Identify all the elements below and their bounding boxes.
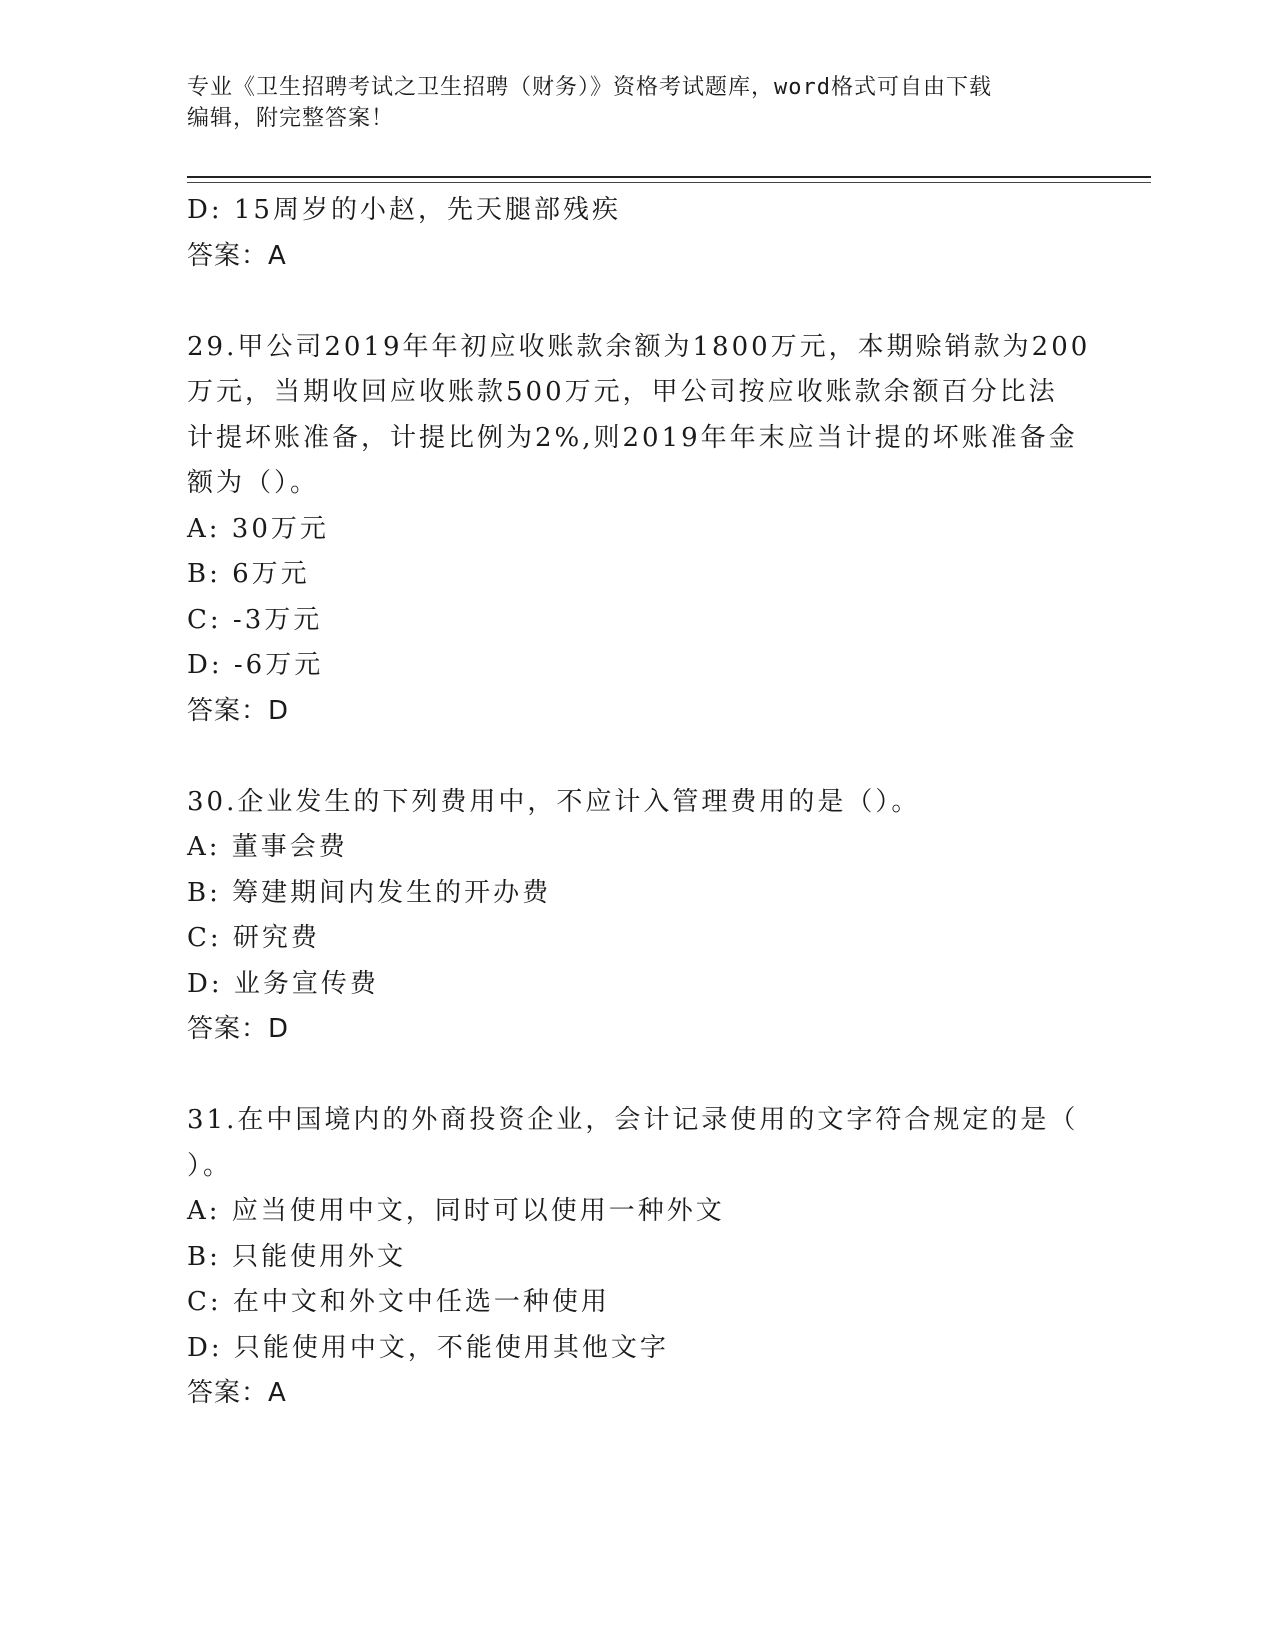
option-d: D: 业务宣传费	[187, 968, 379, 999]
spacer	[187, 279, 1067, 325]
document-body	[187, 188, 1091, 1417]
question-stem-line: 29.甲公司2019年年初应收账款余额为1800万元，本期赊销款为200	[187, 331, 1091, 362]
option-c: C: 在中文和外文中任选一种使用	[187, 1287, 610, 1317]
header-line-2: 编辑，附完整答案！	[187, 106, 395, 131]
header-divider-thin	[187, 182, 1151, 183]
question-31	[187, 1098, 1079, 1417]
spacer	[187, 734, 1067, 780]
question-stem-line: 万元，当期收回应收账款500万元，甲公司按应收账款余额百分比法	[187, 377, 1058, 407]
question-stem-line: 30.企业发生的下列费用中，不应计入管理费用的是（）。	[187, 786, 921, 817]
answer: 答案：A	[187, 1378, 287, 1408]
question-29	[187, 325, 1091, 735]
question-stem-line: 额为（）。	[187, 468, 320, 498]
answer: 答案：D	[187, 1014, 290, 1044]
spacer	[187, 1053, 1067, 1099]
question-30	[187, 780, 1067, 1053]
option-b: B: 筹建期间内发生的开办费	[187, 877, 552, 908]
option-a: A: 应当使用中文，同时可以使用一种外文	[187, 1196, 725, 1226]
option-d: D: 只能使用中文，不能使用其他文字	[187, 1332, 669, 1363]
option-b: B: 只能使用外文	[187, 1241, 407, 1272]
option-d: D: 15周岁的小赵，先天腿部残疾	[187, 195, 621, 225]
option-a: A: 董事会费	[187, 832, 348, 862]
page-header	[187, 72, 1067, 134]
option-c: C: -3万元	[187, 604, 323, 635]
option-c: C: 研究费	[187, 923, 320, 953]
answer: 答案：D	[187, 695, 290, 726]
header-line-1: 专业《卫生招聘考试之卫生招聘（财务）》资格考试题库，word格式可自由下载	[187, 75, 992, 100]
question-stem-line: 31.在中国境内的外商投资企业，会计记录使用的文字符合规定的是（	[187, 1105, 1079, 1135]
option-d: D: -6万元	[187, 650, 324, 680]
option-a: A: 30万元	[187, 513, 329, 544]
question-stem-line: 计提坏账准备，计提比例为2%,则2019年年末应当计提的坏账准备金	[187, 422, 1078, 453]
answer: 答案：A	[187, 240, 287, 271]
header-divider-thick	[187, 176, 1151, 178]
question-stem-line: ）。	[187, 1150, 233, 1181]
option-b: B: 6万元	[187, 559, 310, 589]
